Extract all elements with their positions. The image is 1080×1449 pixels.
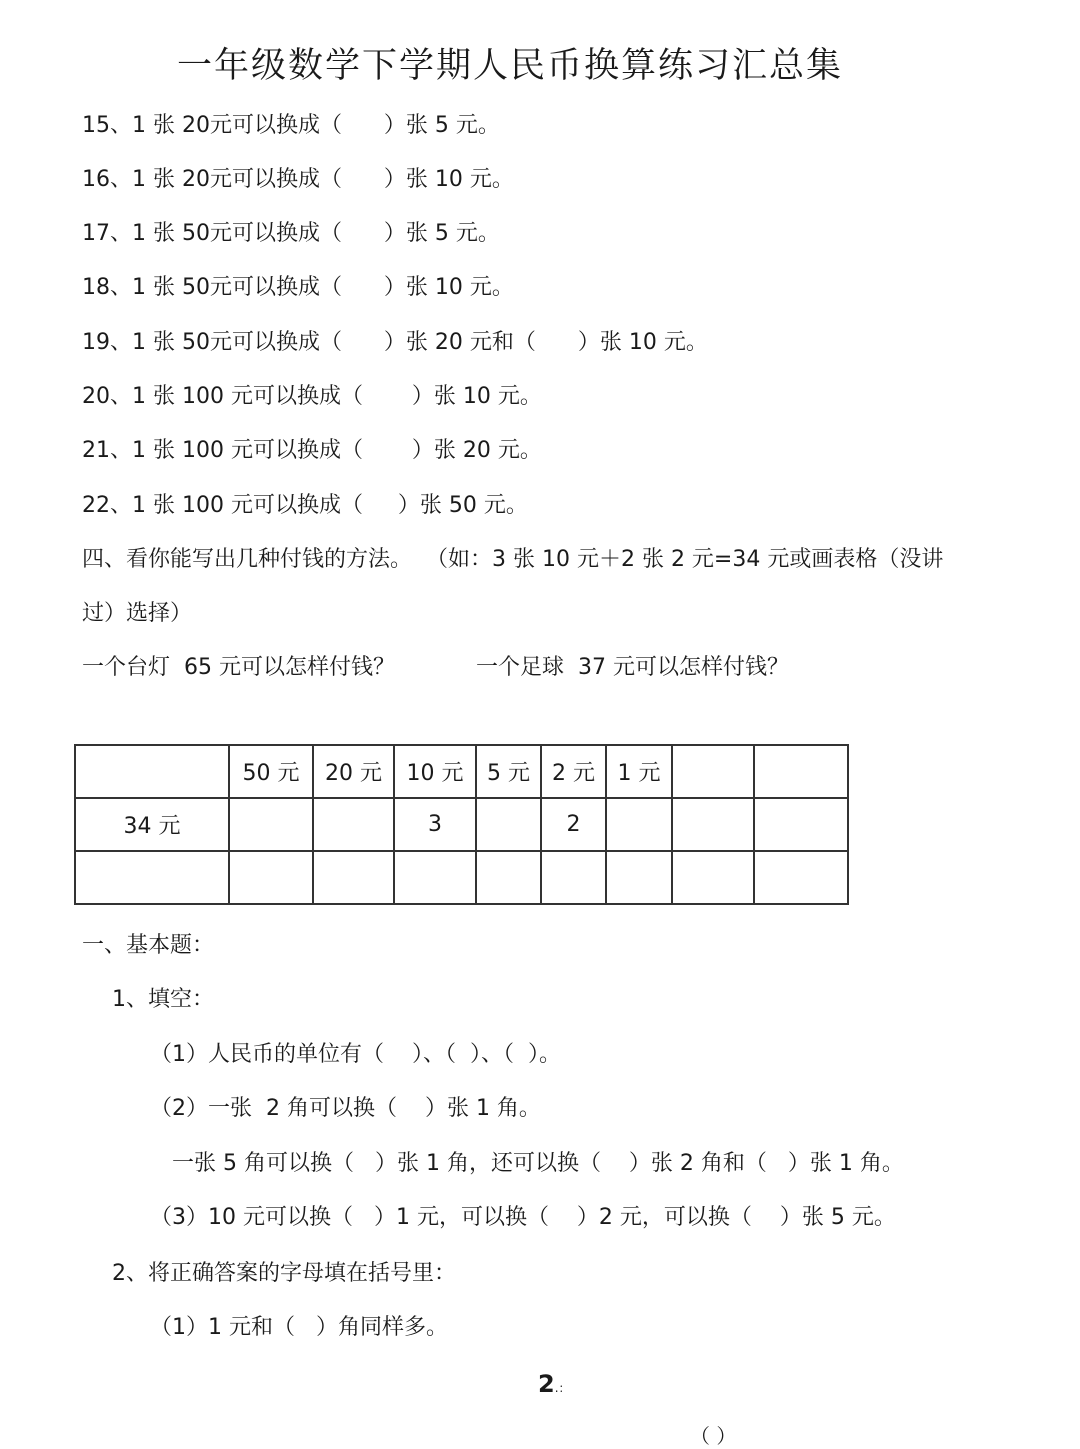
question-lamp: 一个台灯 65 元可以怎样付钱？ <box>82 655 395 680</box>
q1-item-1: （1）人民币的单位有（ ）、（ ）、（ ）。 <box>150 1042 561 1067</box>
table-cell: 34 元 <box>75 798 229 851</box>
page-number-suffix: .： <box>554 1381 571 1395</box>
table-cell <box>754 798 848 851</box>
table-cell <box>75 745 229 798</box>
table-row <box>75 798 848 851</box>
part1-heading: 一、基本题： <box>82 933 215 958</box>
q1-heading: 1、填空： <box>112 987 214 1012</box>
q1-item-2-cont: 一张 5 角可以换（ ）张 1 角，还可以换（ ）张 2 角和（ ）张 1 角。 <box>172 1151 904 1176</box>
table-cell <box>394 851 476 904</box>
section4-instruction-cont: 过）选择） <box>82 601 193 626</box>
table-cell <box>754 851 848 904</box>
table-header-50: 50 元 <box>229 745 313 798</box>
table-header-5: 5 元 <box>476 745 541 798</box>
exercise-15: 15、1 张 20元可以换成（ ）张 5 元。 <box>82 113 500 138</box>
exercise-16: 16、1 张 20元可以换成（ ）张 10 元。 <box>82 167 514 192</box>
table-cell: 3 <box>394 798 476 851</box>
page-title: 一年级数学下学期人民币换算练习汇总集 <box>176 46 843 86</box>
table-cell <box>672 798 754 851</box>
bottom-paren: （ ） <box>690 1424 737 1448</box>
section4-instruction: 四、看你能写出几种付钱的方法。 （如：3 张 10 元＋2 张 2 元=34 元或画表格（没讲 <box>82 547 944 572</box>
table-cell <box>75 851 229 904</box>
table-cell <box>672 745 754 798</box>
page-number-digit: 2 <box>538 1370 555 1398</box>
table-header-1: 1 元 <box>606 745 672 798</box>
exercise-21: 21、1 张 100 元可以换成（ ）张 20 元。 <box>82 438 542 463</box>
table-cell <box>229 851 313 904</box>
table-cell <box>754 745 848 798</box>
table-cell <box>606 851 672 904</box>
table-cell <box>606 798 672 851</box>
table-cell <box>541 851 606 904</box>
table-cell <box>476 851 541 904</box>
table-header-20: 20 元 <box>313 745 394 798</box>
exercise-22: 22、1 张 100 元可以换成（ ）张 50 元。 <box>82 493 528 518</box>
table-cell <box>672 851 754 904</box>
table-cell <box>229 798 313 851</box>
q2-item-1: （1）1 元和（ ）角同样多。 <box>150 1315 448 1340</box>
exercise-20: 20、1 张 100 元可以换成（ ）张 10 元。 <box>82 384 542 409</box>
exercise-19: 19、1 张 50元可以换成（ ）张 20 元和（ ）张 10 元。 <box>82 330 708 355</box>
question-ball: 一个足球 37 元可以怎样付钱？ <box>476 655 789 680</box>
exercise-18: 18、1 张 50元可以换成（ ）张 10 元。 <box>82 275 514 300</box>
table-header-2: 2 元 <box>541 745 606 798</box>
payment-table <box>74 744 849 905</box>
table-header-row <box>75 745 848 798</box>
q1-item-2: （2）一张 2 角可以换（ ）张 1 角。 <box>150 1096 541 1121</box>
table-header-10: 10 元 <box>394 745 476 798</box>
table-cell <box>313 851 394 904</box>
q1-item-3: （3）10 元可以换（ ）1 元，可以换（ ）2 元，可以换（ ）张 5 元。 <box>150 1205 896 1230</box>
page-number <box>538 1370 571 1398</box>
table-cell <box>476 798 541 851</box>
table-cell: 2 <box>541 798 606 851</box>
table-row <box>75 851 848 904</box>
exercise-17: 17、1 张 50元可以换成（ ）张 5 元。 <box>82 221 500 246</box>
q2-heading: 2、将正确答案的字母填在括号里： <box>112 1261 456 1286</box>
table-cell <box>313 798 394 851</box>
